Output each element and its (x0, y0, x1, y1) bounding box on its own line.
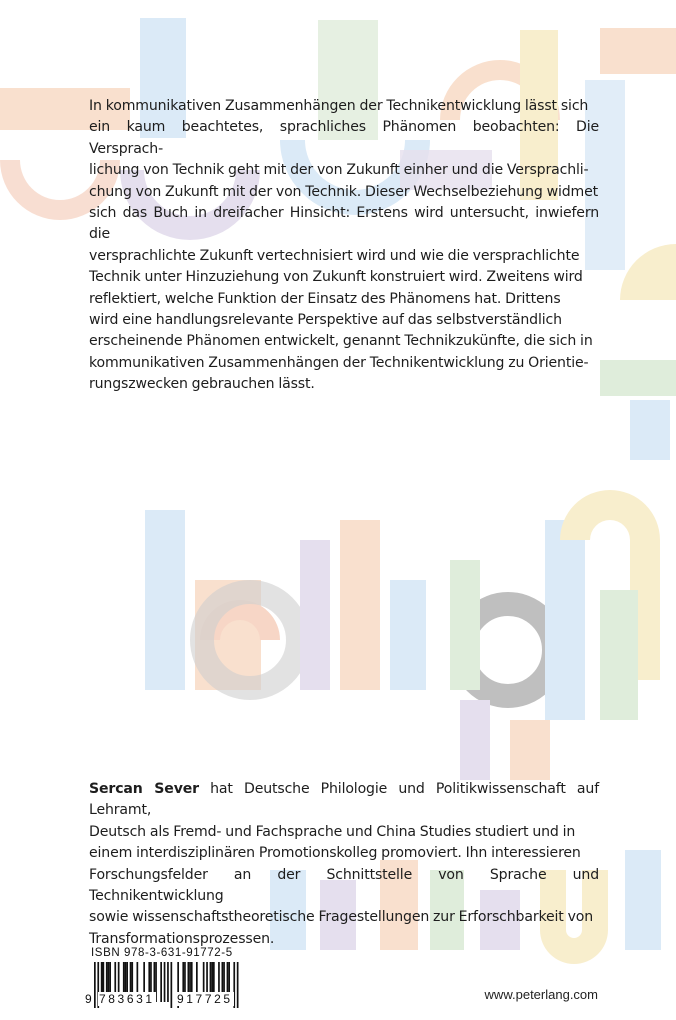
barcode-bar (164, 962, 166, 1002)
blurb-line: erscheinende Phänomen entwickelt, genannt Technikzukünfte, die sich in (89, 333, 593, 350)
bio-line: Deutsch als Fremd- und Fachsprache und China Studies studiert und in (89, 823, 576, 840)
publisher-website: www.peterlang.com (484, 987, 598, 1002)
blurb-line: wird eine handlungsrelevante Perspektive auf das selbstverständlich (89, 312, 562, 329)
blurb-line: rungszwecken gebrauchen lässt. (89, 376, 315, 393)
bio-line: Forschungsfelder an der Schnittstelle von Sprache und Technikentwicklung (89, 866, 599, 905)
blurb-line: kommunikativen Zusammenhängen der Technikentwicklung zu Orientie- (89, 354, 589, 371)
barcode-bar (167, 962, 169, 1002)
barcode-bar (171, 962, 173, 1008)
bio-line: Transformationsprozessen. (89, 930, 275, 947)
barcode-right-group: 917725 (177, 992, 233, 1006)
barcode-left-group: 783631 (99, 992, 155, 1006)
blurb-line: In kommunikativen Zusammenhängen der Technikentwicklung lässt sich (89, 98, 589, 114)
blurb-line: ein kaum beachtetes, sprachliches Phänomen beobachten: Die Versprach- (89, 119, 599, 157)
blurb-line: sich das Buch in dreifacher Hinsicht: Erstens wird untersucht, inwiefern die (89, 205, 599, 243)
barcode-bar (94, 962, 96, 1008)
barcode-bar (160, 962, 162, 1002)
blurb-line: lichung von Technik geht mit der von Zukunft einher und die Versprachli- (89, 162, 589, 179)
blurb-line: Technik unter Hinzuziehung von Zukunft konstruiert wird. Zweitens wird (89, 269, 583, 286)
bio-line (89, 779, 599, 822)
blurb-line: chung von Zukunft mit der von Technik. Dieser Wechselbeziehung widmet (89, 183, 599, 200)
bio-line: einem interdisziplinären Promotionskolleg promoviert. Ihn interessieren (89, 845, 581, 862)
bio-line: sowie wissenschaftstheoretische Fragestellungen zur Erforschbarkeit von (89, 909, 594, 926)
barcode-bar (237, 962, 239, 1008)
blurb-line: versprachlichte Zukunft vertechnisiert wird und wie die versprachlichte (89, 247, 580, 264)
back-cover-blurb (89, 96, 599, 396)
blurb-line: reflektiert, welche Funktion der Einsatz des Phänomens hat. Drittens (89, 290, 561, 307)
author-bio (89, 779, 599, 950)
isbn-label: ISBN 978-3-631-91772-5 (91, 947, 233, 959)
author-name: Sercan Sever (89, 781, 199, 797)
bio-line-rest: hat Deutsche Philologie und Politikwissenschaft auf Lehramt, (89, 781, 600, 819)
barcode-first-digit: 9 (85, 992, 92, 1006)
